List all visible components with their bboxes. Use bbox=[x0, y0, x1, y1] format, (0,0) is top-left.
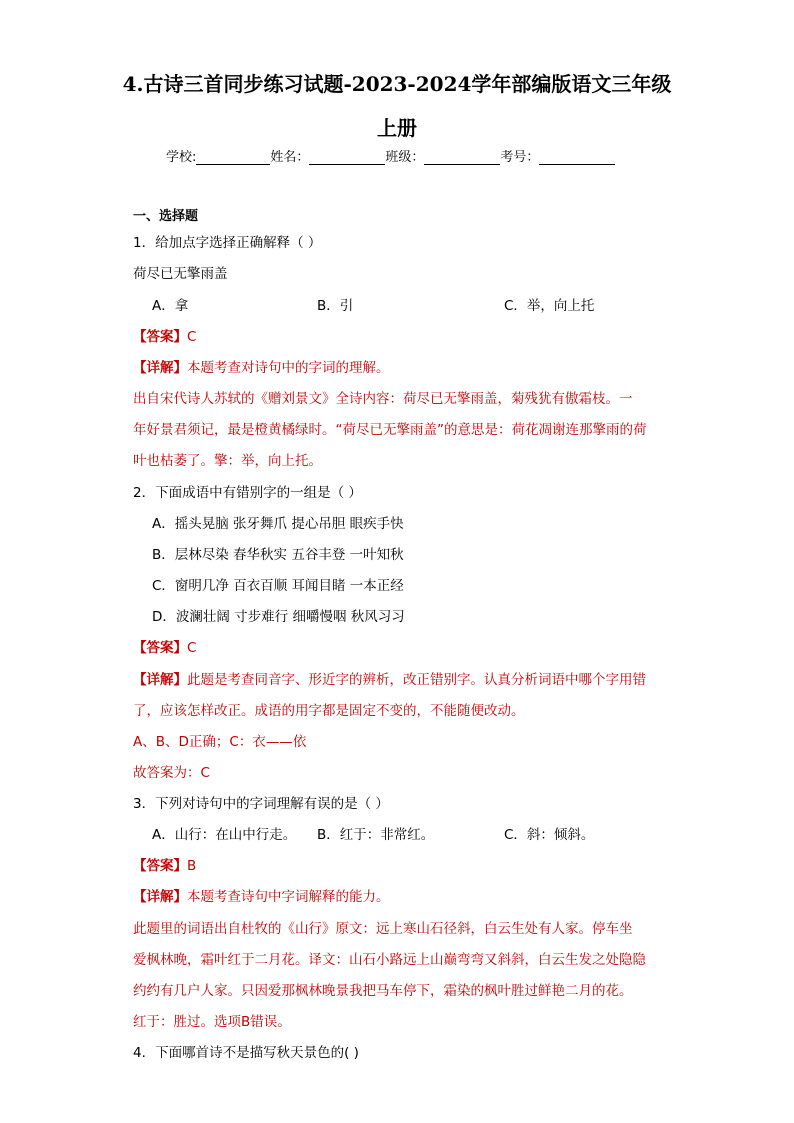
q3-detail-4: 约约有几户人家。只因爱那枫林晚景我把马车停下，霜染的枫叶胜过鲜艳二月的花。 bbox=[133, 983, 633, 999]
q3-option-b: B．红于：非常红。 bbox=[317, 827, 435, 843]
q3-option-c: C．斜：倾斜。 bbox=[504, 827, 595, 843]
page-title-line2: 上册 bbox=[377, 116, 417, 140]
q1-detail-3: 年好景君须记，最是橙黄橘绿时。“荷尽已无擎雨盖”的意思是：荷花凋谢连那擎雨的荷 bbox=[133, 422, 647, 438]
detail-text: 本题考查对诗句中的字词的理解。 bbox=[187, 360, 390, 376]
name-label: 姓名： bbox=[270, 150, 310, 165]
q3-stem: 3．下列对诗句中的字词理解有误的是（ ） bbox=[133, 796, 389, 812]
section-title: 一、选择题 bbox=[133, 209, 199, 224]
answer-value: B bbox=[187, 858, 197, 874]
answer-value: C bbox=[187, 329, 197, 345]
q3-option-a: A．山行：在山中行走。 bbox=[152, 827, 297, 843]
number-blank[interactable] bbox=[539, 150, 615, 165]
q1-option-c: C．举，向上托 bbox=[504, 298, 595, 314]
detail-text: 此题是考查同音字、形近字的辨析，改正错别字。认真分析词语中哪个字用错 bbox=[187, 672, 646, 688]
detail-tag: 【详解】 bbox=[133, 360, 187, 376]
school-blank[interactable] bbox=[196, 150, 270, 165]
q1-option-a: A．拿 bbox=[152, 298, 189, 314]
q4-stem: 4．下面哪首诗不是描写秋天景色的( ) bbox=[133, 1045, 359, 1061]
school-label: 学校: bbox=[166, 150, 197, 165]
answer-value: C bbox=[187, 640, 197, 656]
q1-detail-2: 出自宋代诗人苏轼的《赠刘景文》全诗内容：荷尽已无擎雨盖，菊残犹有傲霜枝。一 bbox=[133, 391, 633, 407]
q2-option-c: C．窗明几净 百衣百顺 耳闻目睹 一本正经 bbox=[152, 578, 404, 594]
answer-tag: 【答案】 bbox=[133, 858, 187, 874]
q3-answer bbox=[133, 857, 196, 875]
q1-poem-line: 荷尽已无擎雨盖 bbox=[133, 266, 228, 282]
answer-tag: 【答案】 bbox=[133, 329, 187, 345]
q3-detail-3: 爱枫林晚，霜叶红于二月花。译文：山石小路远上山巅弯弯又斜斜，白云生发之处隐隐 bbox=[133, 952, 646, 968]
q2-option-a: A．摇头晃脑 张牙舞爪 提心吊胆 眼疾手快 bbox=[152, 516, 404, 532]
name-blank[interactable] bbox=[309, 150, 385, 165]
q3-detail-1 bbox=[133, 888, 390, 906]
q2-option-d: D．波澜壮阔 寸步难行 细嚼慢咽 秋风习习 bbox=[152, 609, 405, 625]
detail-tag: 【详解】 bbox=[133, 672, 187, 688]
detail-text: 本题考查诗句中字词解释的能力。 bbox=[187, 889, 390, 905]
q3-detail-5: 红于：胜过。选项B错误。 bbox=[133, 1014, 291, 1030]
q2-option-b: B．层林尽染 春华秋实 五谷丰登 一叶知秋 bbox=[152, 547, 404, 563]
number-label: 考号： bbox=[500, 150, 540, 165]
q2-detail-1 bbox=[133, 671, 646, 689]
q1-answer bbox=[133, 328, 196, 346]
detail-tag: 【详解】 bbox=[133, 889, 187, 905]
q2-stem: 2．下面成语中有错别字的一组是（ ） bbox=[133, 485, 362, 501]
q2-detail-4: 故答案为：C bbox=[133, 765, 210, 781]
q2-detail-2: 了，应该怎样改正。成语的用字都是固定不变的，不能随便改动。 bbox=[133, 703, 525, 719]
q2-answer bbox=[133, 639, 196, 657]
q3-detail-2: 此题里的词语出自杜牧的《山行》原文：远上寒山石径斜，白云生处有人家。停车坐 bbox=[133, 921, 633, 937]
class-blank[interactable] bbox=[424, 150, 500, 165]
page-title-line1: 4.古诗三首同步练习试题-2023-2024学年部编版语文三年级 bbox=[122, 72, 672, 96]
q1-option-b: B．引 bbox=[317, 298, 354, 314]
q1-detail-1 bbox=[133, 359, 390, 377]
student-info-fields bbox=[166, 146, 615, 165]
class-label: 班级： bbox=[385, 150, 425, 165]
q2-detail-3: A、B、D正确；C：衣——依 bbox=[133, 734, 307, 750]
q1-stem: 1．给加点字选择正确解释（ ） bbox=[133, 235, 322, 251]
q1-detail-4: 叶也枯萎了。擎：举，向上托。 bbox=[133, 453, 322, 469]
answer-tag: 【答案】 bbox=[133, 640, 187, 656]
